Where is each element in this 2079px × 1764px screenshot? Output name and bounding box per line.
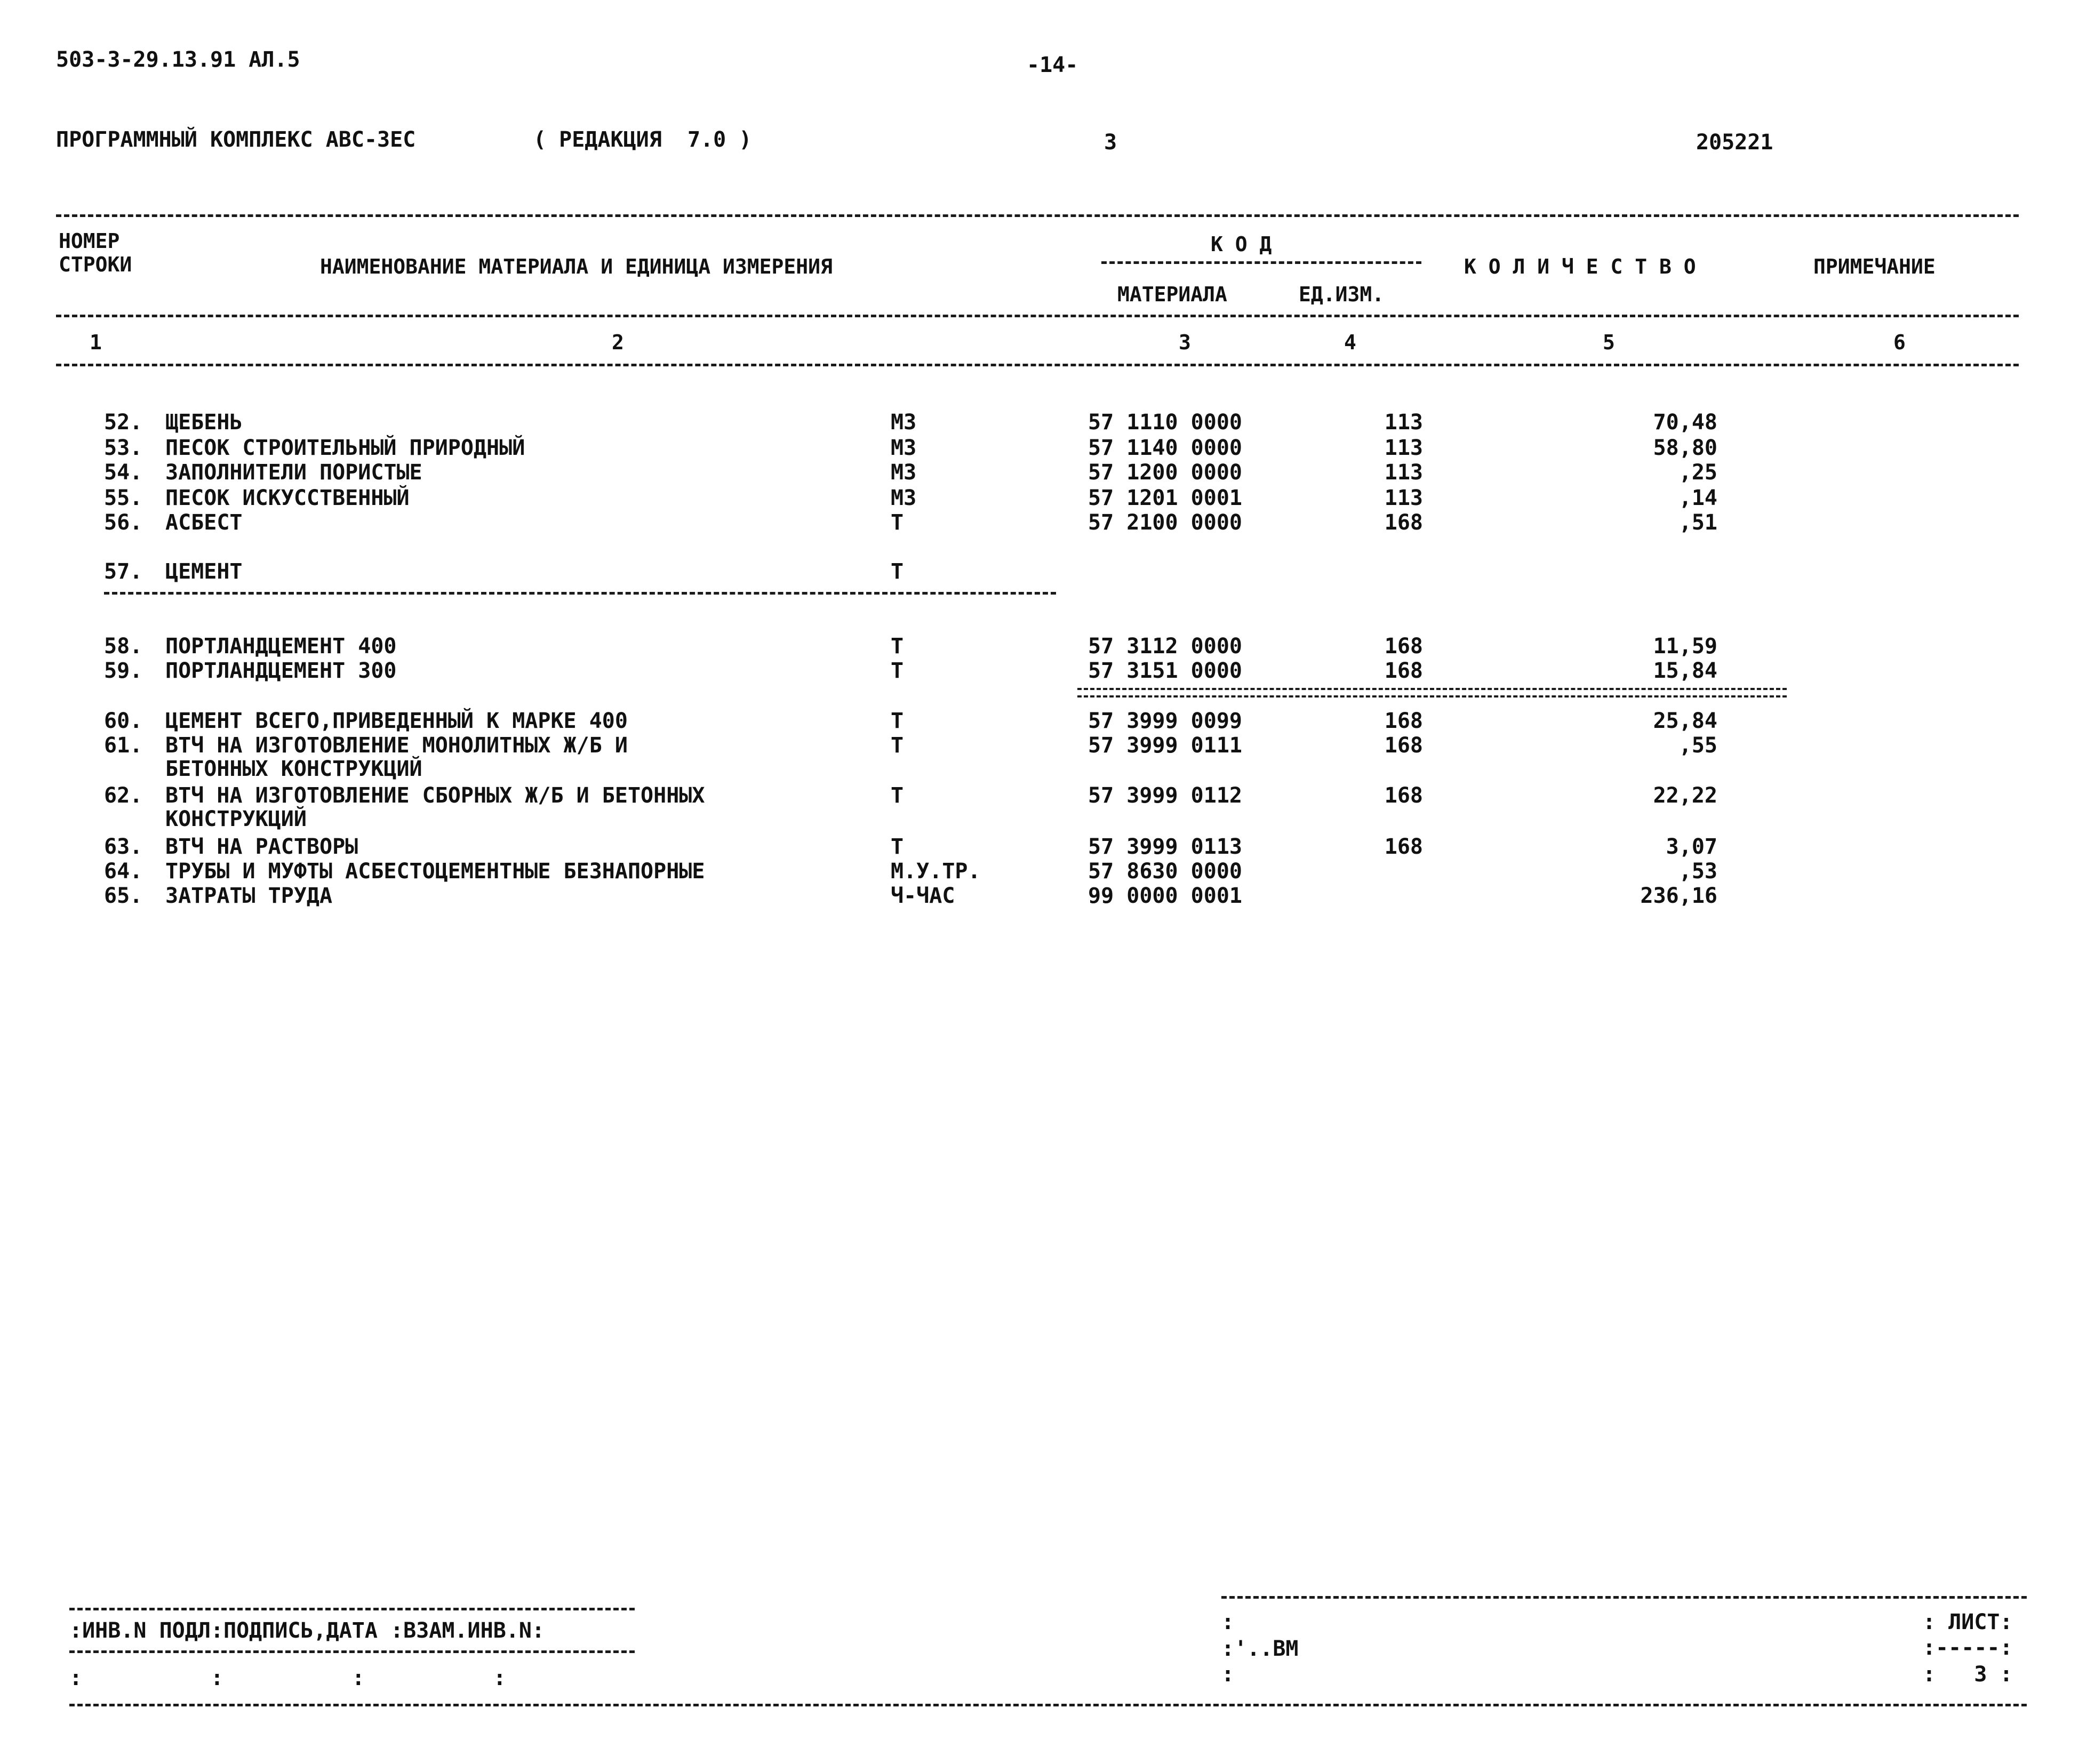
program-name: ПРОГРАММНЫЙ КОМПЛЕКС АВС-3ЕС <box>56 127 416 152</box>
document-code: 503-3-29.13.91 АЛ.5 <box>56 47 300 72</box>
unit-code-header: ЕД.ИЗМ. <box>1299 283 1385 306</box>
material-name: ПЕСОК ИСКУССТВЕННЫЙ <box>165 486 410 510</box>
stamp-vm-label: :'..ВМ <box>1221 1637 1299 1661</box>
quantity-value: ,25 <box>1678 460 1717 485</box>
quantity-value: ,14 <box>1678 486 1717 510</box>
stamp-right-colon-2: : <box>1221 1662 1235 1687</box>
note-header: ПРИМЕЧАНИЕ <box>1813 255 1936 278</box>
row-number: 65. <box>104 884 143 908</box>
material-name: ТРУБЫ И МУФТЫ АСБЕСТОЦЕМЕНТНЫЕ БЕЗНАПОРНЫЕ <box>165 859 705 884</box>
unit-label: Т <box>891 510 904 535</box>
sheet-number: 3 <box>1104 130 1117 155</box>
material-code: 57 1110 0000 <box>1088 410 1242 435</box>
quantity-value: 11,59 <box>1653 634 1717 659</box>
unit-code: 168 <box>1384 510 1423 535</box>
stamp-inv-blank-row: : : : : <box>69 1666 506 1690</box>
material-code: 57 1140 0000 <box>1088 436 1242 460</box>
unit-label: М3 <box>891 436 917 460</box>
unit-code: 168 <box>1384 634 1423 659</box>
material-name: ПЕСОК СТРОИТЕЛЬНЫЙ ПРИРОДНЫЙ <box>165 436 525 460</box>
table-top-rule <box>56 214 2019 217</box>
material-code: 99 0000 0001 <box>1088 884 1242 908</box>
stamp-left-top-rule <box>69 1608 635 1610</box>
unit-label: Т <box>891 783 904 808</box>
column-number-2: 2 <box>612 331 624 354</box>
row-number: 52. <box>104 410 143 435</box>
material-name: ЩЕБЕНЬ <box>165 410 243 435</box>
material-code: 57 3112 0000 <box>1088 634 1242 659</box>
material-code-header: МАТЕРИАЛА <box>1117 283 1227 306</box>
material-code: 57 1201 0001 <box>1088 486 1242 510</box>
doc-number: 205221 <box>1696 130 1773 155</box>
material-code: 57 3151 0000 <box>1088 659 1242 683</box>
quantity-value: 3,07 <box>1666 835 1717 859</box>
material-code: 57 1200 0000 <box>1088 460 1242 485</box>
material-name: ЗАПОЛНИТЕЛИ ПОРИСТЫЕ <box>165 460 422 485</box>
material-name: ПОРТЛАНДЦЕМЕНТ 400 <box>165 634 397 659</box>
stamp-right-colon-1: : <box>1221 1610 1235 1634</box>
row-number: 63. <box>104 835 143 859</box>
header-bottom-rule <box>56 364 2019 366</box>
quantity-value: 15,84 <box>1653 659 1717 683</box>
unit-code: 168 <box>1384 659 1423 683</box>
quantity-value: 236,16 <box>1640 884 1717 908</box>
material-name: ВТЧ НА ИЗГОТОВЛЕНИЕ МОНОЛИТНЫХ Ж/Б И <box>165 733 628 758</box>
column-number-1: 1 <box>90 331 102 354</box>
quantity-value: ,53 <box>1678 859 1717 884</box>
total-double-rule <box>1077 688 1787 697</box>
row-number: 59. <box>104 659 143 683</box>
unit-code: 113 <box>1384 486 1423 510</box>
column-number-4: 4 <box>1344 331 1356 354</box>
column-number-6: 6 <box>1893 331 1906 354</box>
edition-label: ( РЕДАКЦИЯ 7.0 ) <box>533 127 752 152</box>
unit-label: Т <box>891 835 904 859</box>
name-column-header: НАИМЕНОВАНИЕ МАТЕРИАЛА И ЕДИНИЦА ИЗМЕРЕНИЯ <box>320 255 833 278</box>
quantity-value: 22,22 <box>1653 783 1717 808</box>
material-code: 57 2100 0000 <box>1088 510 1242 535</box>
unit-label: М3 <box>891 410 917 435</box>
page-label: -14- <box>1027 53 1078 77</box>
material-name-continuation: КОНСТРУКЦИЙ <box>165 807 307 831</box>
stamp-bottom-rule <box>69 1704 2027 1706</box>
row-number: 57. <box>104 559 143 584</box>
code-group-rule <box>1101 261 1421 264</box>
material-name: ВТЧ НА ИЗГОТОВЛЕНИЕ СБОРНЫХ Ж/Б И БЕТОННЫХ <box>165 783 705 808</box>
unit-label: Т <box>891 559 904 584</box>
sheet-label: : ЛИСТ: <box>1923 1610 2013 1634</box>
sheet-separator: :-----: <box>1923 1635 2013 1660</box>
unit-code: 168 <box>1384 709 1423 733</box>
unit-label: М.У.ТР. <box>891 859 981 884</box>
unit-label: Т <box>891 709 904 733</box>
material-name: ЗАТРАТЫ ТРУДА <box>165 884 333 908</box>
unit-code: 168 <box>1384 783 1423 808</box>
material-name: ВТЧ НА РАСТВОРЫ <box>165 835 358 859</box>
row-number: 54. <box>104 460 143 485</box>
unit-code: 113 <box>1384 460 1423 485</box>
quantity-value: 70,48 <box>1653 410 1717 435</box>
material-name-continuation: БЕТОННЫХ КОНСТРУКЦИЙ <box>165 757 422 781</box>
material-code: 57 3999 0112 <box>1088 783 1242 808</box>
material-name: ЦЕМЕНТ <box>165 559 243 584</box>
stamp-right-top-rule <box>1221 1596 2027 1599</box>
stamp-left-mid-rule <box>69 1650 635 1653</box>
unit-label: Т <box>891 634 904 659</box>
material-name: ПОРТЛАНДЦЕМЕНТ 300 <box>165 659 397 683</box>
row-number: 62. <box>104 783 143 808</box>
row-number: 58. <box>104 634 143 659</box>
code-group-header: К О Д <box>1211 232 1272 256</box>
quantity-value: 58,80 <box>1653 436 1717 460</box>
quantity-value: ,55 <box>1678 733 1717 758</box>
quantity-value: ,51 <box>1678 510 1717 535</box>
row-number: 64. <box>104 859 143 884</box>
unit-label: Т <box>891 659 904 683</box>
unit-label: Ч-ЧАС <box>891 884 955 908</box>
column-number-3: 3 <box>1179 331 1191 354</box>
unit-label: М3 <box>891 486 917 510</box>
unit-code: 113 <box>1384 436 1423 460</box>
header-mid-rule <box>56 315 2019 317</box>
material-name: АСБЕСТ <box>165 510 243 535</box>
stamp-inv-labels: :ИНВ.N ПОДЛ:ПОДПИСЬ,ДАТА :ВЗАМ.ИНВ.N: <box>69 1618 545 1643</box>
material-code: 57 3999 0111 <box>1088 733 1242 758</box>
unit-code: 168 <box>1384 733 1423 758</box>
material-code: 57 3999 0099 <box>1088 709 1242 733</box>
material-code: 57 3999 0113 <box>1088 835 1242 859</box>
unit-label: Т <box>891 733 904 758</box>
row-number: 53. <box>104 436 143 460</box>
unit-code: 113 <box>1384 410 1423 435</box>
row-number: 60. <box>104 709 143 733</box>
material-name: ЦЕМЕНТ ВСЕГО,ПРИВЕДЕННЫЙ К МАРКЕ 400 <box>165 709 628 733</box>
row-number: 61. <box>104 733 143 758</box>
row-number: 56. <box>104 510 143 535</box>
row-number: 55. <box>104 486 143 510</box>
material-code: 57 8630 0000 <box>1088 859 1242 884</box>
unit-label: М3 <box>891 460 917 485</box>
column-number-5: 5 <box>1603 331 1615 354</box>
row-number-header: НОМЕР СТРОКИ <box>59 229 132 276</box>
quantity-value: 25,84 <box>1653 709 1717 733</box>
cement-group-rule <box>104 592 1056 595</box>
unit-code: 168 <box>1384 835 1423 859</box>
quantity-header: К О Л И Ч Е С Т В О <box>1464 255 1696 278</box>
sheet-value: : 3 : <box>1923 1662 2013 1687</box>
